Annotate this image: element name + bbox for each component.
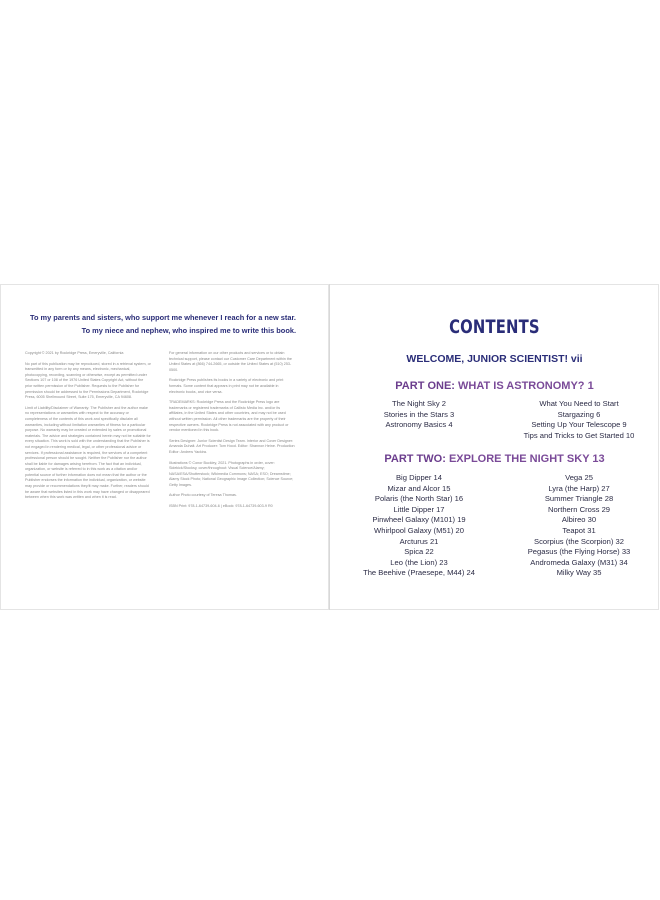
toc-entry: Scorpius (the Scorpion) 32 xyxy=(534,536,624,546)
toc-entry: Setting Up Your Telescope 9 xyxy=(531,420,627,430)
part-two-left-column xyxy=(344,473,494,579)
part-one-right-column xyxy=(504,399,654,441)
part-two-title: EXPLORE THE NIGHT SKY 13 xyxy=(448,453,605,465)
legal-paragraph: ISBN Print: 978-1-64739-604-6 | eBook: 978-1-64739-603-9 R0 xyxy=(169,504,273,509)
part-two-label: PART TWO: xyxy=(384,453,446,465)
book-spread xyxy=(0,284,660,610)
contents-page xyxy=(330,284,659,610)
dedication: To my parents and sisters, who support me whenever I reach for a new star. To my niece and nephew, who inspired me to write this book. xyxy=(29,313,296,335)
toc-entry: Pegasus (the Flying Horse) 33 xyxy=(527,547,631,557)
toc-entry: Leo (the Lion) 23 xyxy=(390,557,448,567)
toc-entry: Big Dipper 14 xyxy=(395,473,442,482)
toc-entry: The Beehive (Praesepe, M44) 24 xyxy=(363,568,475,578)
toc-entry: Tips and Tricks to Get Started 10 xyxy=(523,430,635,440)
toc-entry: Arcturus 21 xyxy=(399,536,439,546)
toc-entry: Astronomy Basics 4 xyxy=(385,420,453,430)
part-two-entries xyxy=(344,473,654,579)
legal-column-1 xyxy=(25,351,151,515)
legal-paragraph: Author Photo courtesy of Teresa Thomas. xyxy=(169,493,237,498)
legal-paragraph: TRADEMARKS: Rockridge Press and the Rockridge Press logo are trademarks or registered trademarks of Callisto Media Inc. and/or its affiliates, in the United States and other countries, and may not be used without written permission. All other trademarks are the property of their respective owners. Rockridge Press is not associated with any product or vendor mentioned in this book. xyxy=(169,400,289,433)
part-one-label: PART ONE: xyxy=(395,380,455,392)
toc-welcome: WELCOME, JUNIOR SCIENTIST! vii xyxy=(406,353,583,365)
part-one-left-column xyxy=(344,399,494,441)
part-one-title: WHAT IS ASTRONOMY? 1 xyxy=(458,380,594,392)
legal-paragraph: Series Designer: Junior Scientist Design Team. Interior and Cover Designer: Amanda Duhalt. Art Producer: Tom Hood. Editor: Shannon Heine. Production Editor: Andrew Yackira. xyxy=(169,438,295,454)
toc-entry: Vega 25 xyxy=(565,473,593,482)
toc-entry: Northern Cross 29 xyxy=(547,504,611,514)
toc-entry: Little Dipper 17 xyxy=(393,504,445,514)
legal-paragraph: Illustrations © Conor Buckley, 2021. Photographs in order, cover: Sidekick/Stocksy, cover/throughout: Visual Science/Alamy; NASA/ESA/Shutterstock; Wikimedia Commons; NASA; ESO; Dreamstime; Alamy Stock Photo; National Geographic Image Collection; Science Source; Getty Images. xyxy=(169,460,294,487)
legal-paragraph: Limit of Liability/Disclaimer of Warranty: The Publisher and the author make no representations or warranties with respect to the accuracy or completeness of the contents of this work and specifically disclaim all warranties, including without limitation warranties of fitness for a particular purpose. No warranty may be created or extended by sales or promotional materials. The advice and strategies contained herein may not be suitable for every situation. This work is sold with the understanding that the Publisher is not engaged in rendering medical, legal, or other professional advice or services. If professional assistance is required, the services of a competent professional person should be sought. Neither the Publisher nor the author shall be liable for damages arising herefrom. The fact that an individual, organization, or website is referred to in this work as a citation and/or potential source of further information does not mean that the author or the Publisher endorses the information the individual, organization, or website may provide or recommendations they/it may make. Further, readers should be aware that websites listed in this work may have changed or disappeared between when this work was written and when it is read. xyxy=(25,405,151,500)
part-two-heading xyxy=(330,453,659,465)
toc-entry: Mizar and Alcor 15 xyxy=(387,483,451,493)
part-two-right-column xyxy=(504,473,654,579)
toc-entry: Albireo 30 xyxy=(561,515,597,525)
toc-entry: Stories in the Stars 3 xyxy=(383,409,455,419)
toc-entry: Whirlpool Galaxy (M51) 20 xyxy=(374,525,464,535)
legal-paragraph: For general information on our other products and services or to obtain technical support, please contact our Customer Care Department within the United States at (866) 744-2665, or outside the United States at (510) 253-0500. xyxy=(169,351,292,372)
toc-entry: Teapot 31 xyxy=(562,525,596,535)
toc-entry: Lyra (the Harp) 27 xyxy=(548,483,610,493)
toc-entry: Summer Triangle 28 xyxy=(544,494,614,504)
part-one-entries xyxy=(344,399,654,441)
legal-paragraph: Rockridge Press publishes its books in a variety of electronic and print formats. Some content that appears in print may not be available in electronic books, and vice versa. xyxy=(169,378,284,394)
toc-entry: Stargazing 6 xyxy=(557,409,601,419)
part-one-heading xyxy=(330,380,659,392)
contents-title: CONTENTS xyxy=(449,316,540,338)
legal-column-2 xyxy=(169,351,295,515)
toc-entry: Spica 22 xyxy=(404,547,434,557)
toc-entry: Andromeda Galaxy (M31) 34 xyxy=(530,557,628,567)
copyright-page xyxy=(0,284,329,610)
toc-entry: What You Need to Start xyxy=(539,399,619,408)
legal-paragraph: Copyright © 2021 by Rockridge Press, Emeryville, California xyxy=(25,351,124,355)
legal-paragraph: No part of this publication may be reproduced, stored in a retrieval system, or transmitted in any form or by any means, electronic, mechanical, photocopying, recording, scanning or otherwise, except as permitted under Sections 107 or 108 of the 1976 United States Copyright Act, without the prior written permission of the Publisher. Requests to the Publisher for permission should be addressed to the Permissions Department, Rockridge Press, 6005 Shellmound Street, Suite 175, Emeryville, CA 94608. xyxy=(25,361,151,400)
toc-entry: Pinwheel Galaxy (M101) 19 xyxy=(372,515,466,525)
toc-entry: Milky Way 35 xyxy=(556,568,602,578)
toc-entry: The Night Sky 2 xyxy=(391,399,447,408)
legal-text xyxy=(25,351,295,515)
toc-entry: Polaris (the North Star) 16 xyxy=(374,494,464,504)
